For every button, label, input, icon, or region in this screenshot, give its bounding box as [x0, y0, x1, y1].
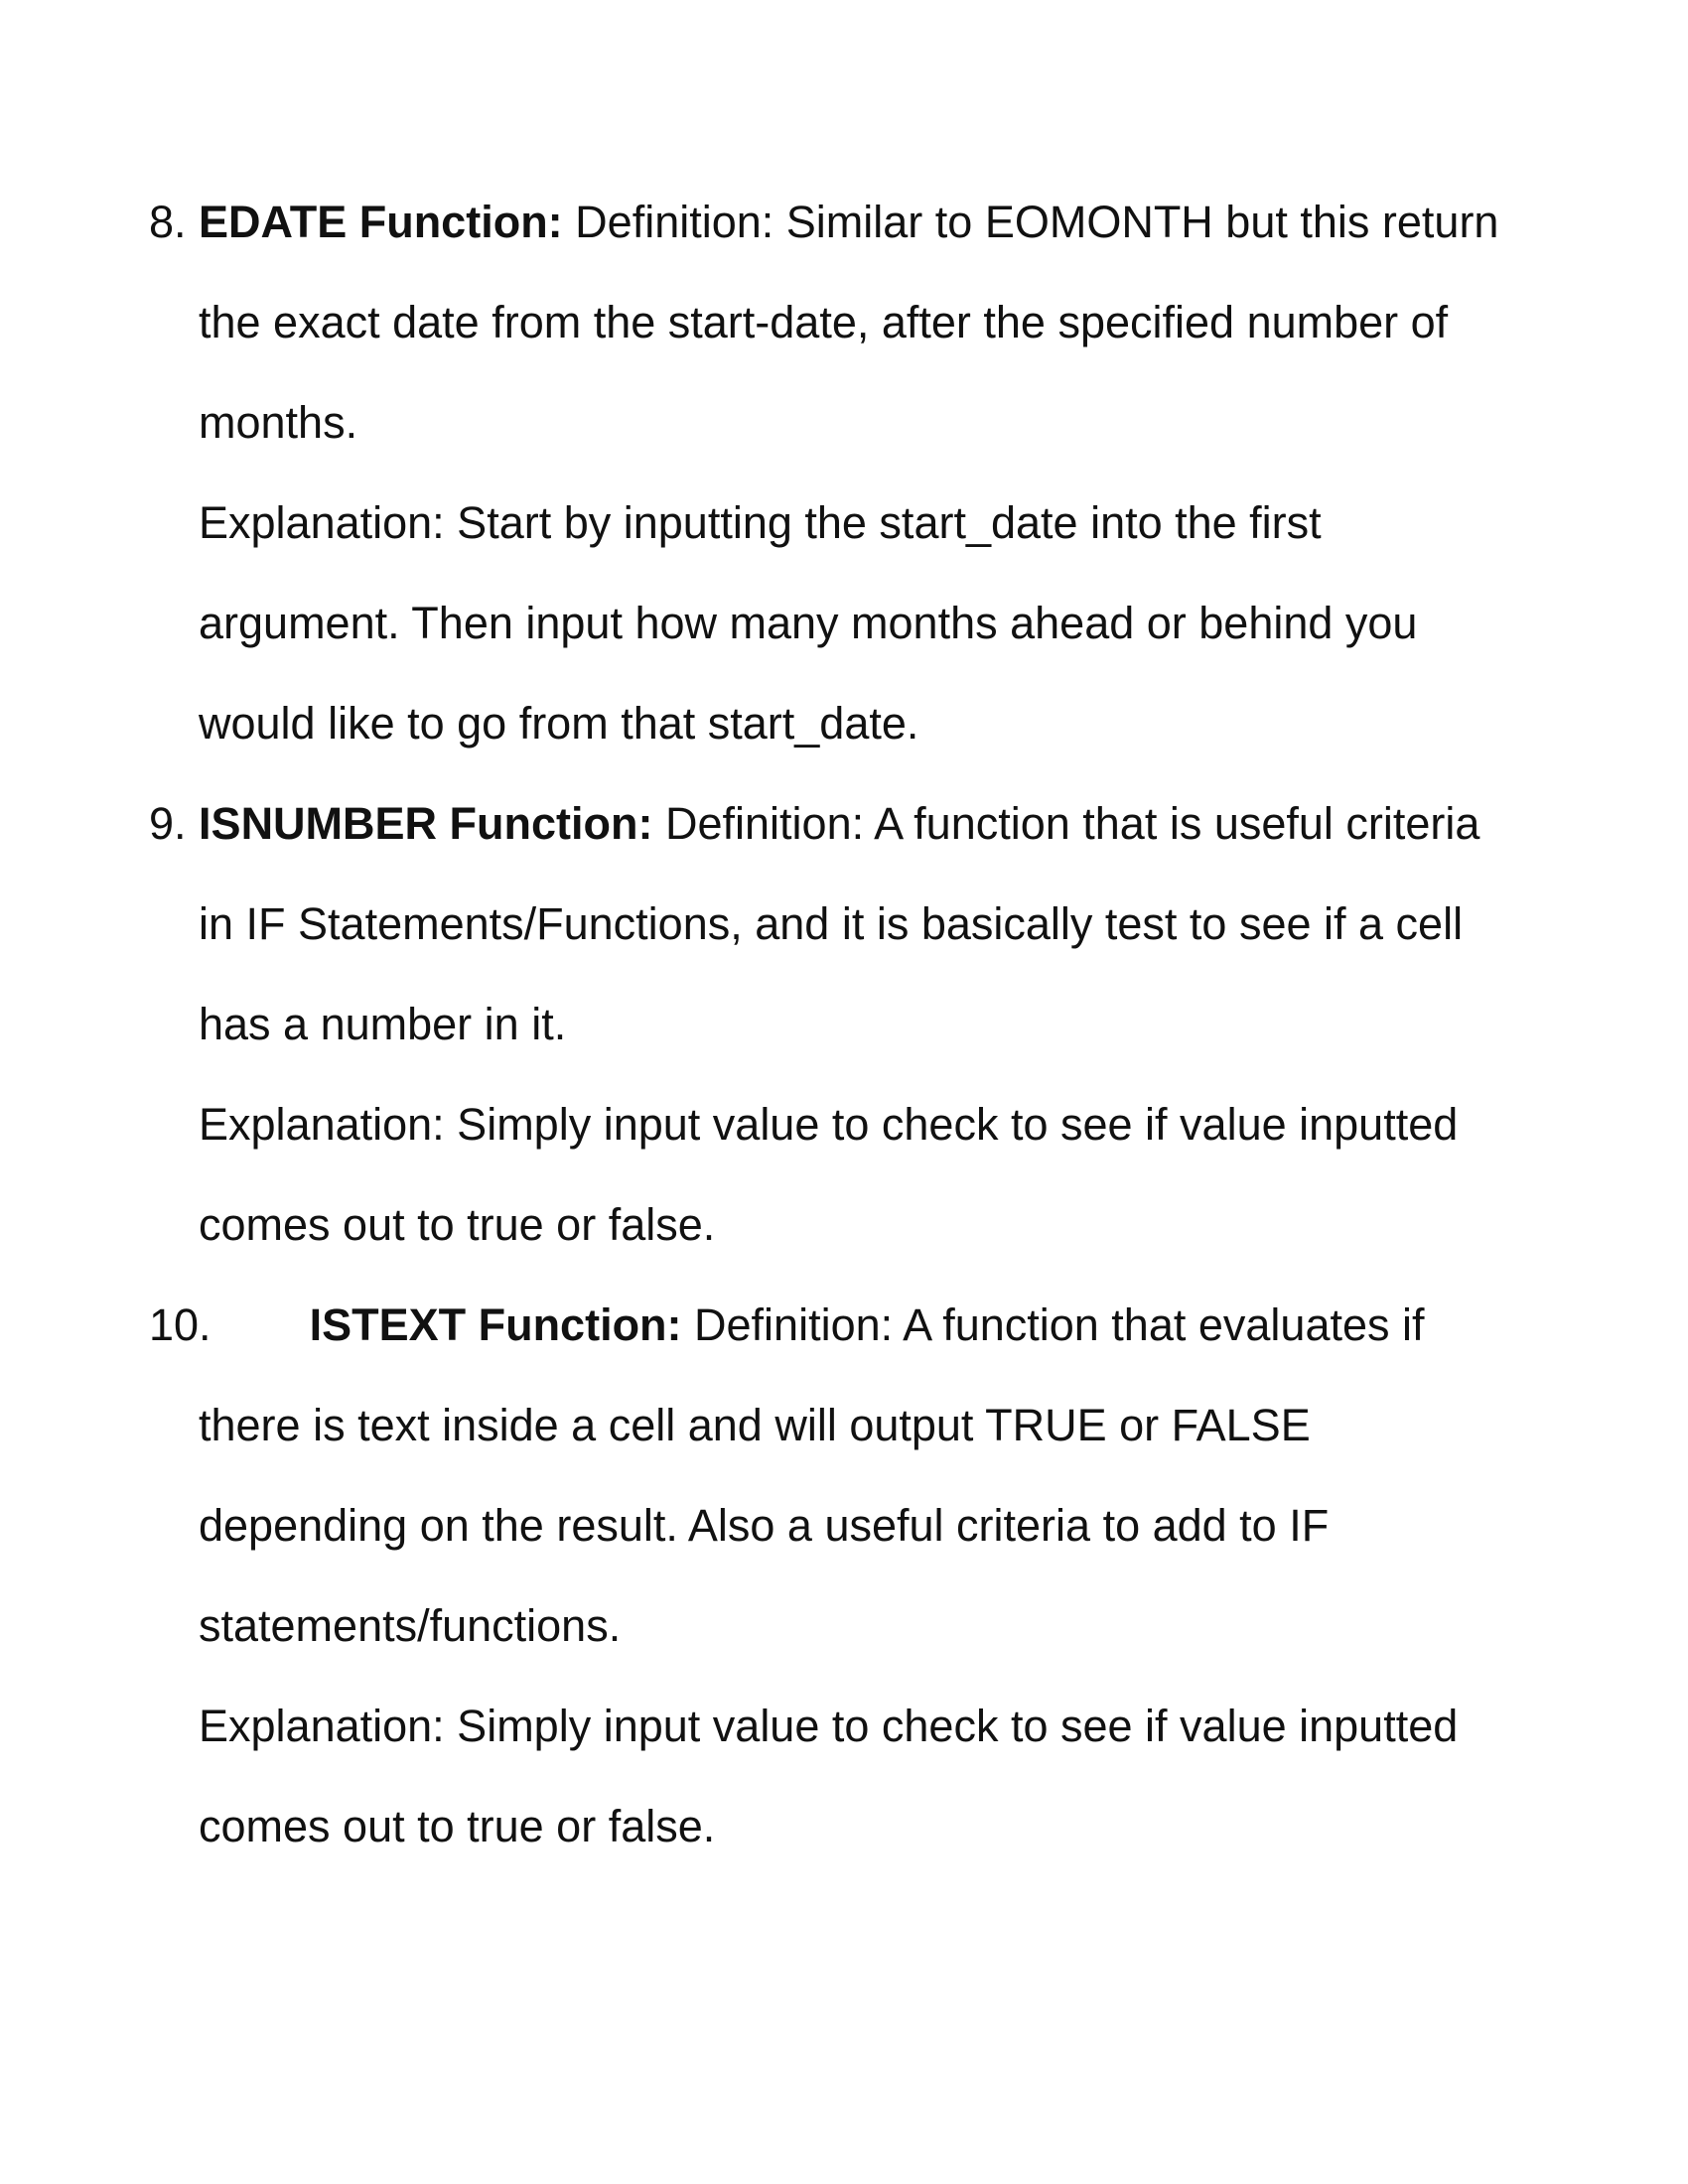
definition-line: months. — [199, 397, 358, 448]
list-item-9-heading — [149, 796, 1479, 852]
explanation-line: Explanation: Start by inputting the start_date into the first — [199, 497, 1322, 548]
explanation-line: comes out to true or false. — [199, 1801, 716, 1851]
explanation-line: argument. Then input how many months ahead or behind you — [199, 598, 1418, 648]
explanation-line: Explanation: Simply input value to check to see if value inputted — [199, 1701, 1459, 1751]
function-term: EDATE Function: — [199, 197, 563, 247]
list-number: 9. — [149, 798, 187, 849]
definition-line: in IF Statements/Functions, and it is basically test to see if a cell — [199, 898, 1464, 949]
list-number: 8. — [149, 197, 187, 247]
definition-text: Definition: A function that is useful criteria — [652, 798, 1480, 849]
definition-text: Definition: Similar to EOMONTH but this return — [562, 197, 1499, 247]
definition-line: the exact date from the start-date, after the specified number of — [199, 297, 1449, 347]
definition-line: statements/functions. — [199, 1600, 622, 1651]
explanation-line: would like to go from that start_date. — [199, 698, 919, 749]
definition-line: has a number in it. — [199, 999, 567, 1049]
list-item-8-heading — [149, 195, 1498, 250]
definition-text: Definition: A function that evaluates if — [681, 1299, 1425, 1350]
list-number: 10. — [149, 1299, 211, 1350]
function-term: ISNUMBER Function: — [199, 798, 653, 849]
list-item-10-heading — [149, 1297, 1425, 1353]
definition-line: depending on the result. Also a useful criteria to add to IF — [199, 1500, 1330, 1551]
explanation-line: Explanation: Simply input value to check to see if value inputted — [199, 1099, 1459, 1150]
definition-line: there is text inside a cell and will output TRUE or FALSE — [199, 1400, 1311, 1450]
function-term: ISTEXT Function: — [309, 1299, 682, 1350]
explanation-line: comes out to true or false. — [199, 1199, 716, 1250]
